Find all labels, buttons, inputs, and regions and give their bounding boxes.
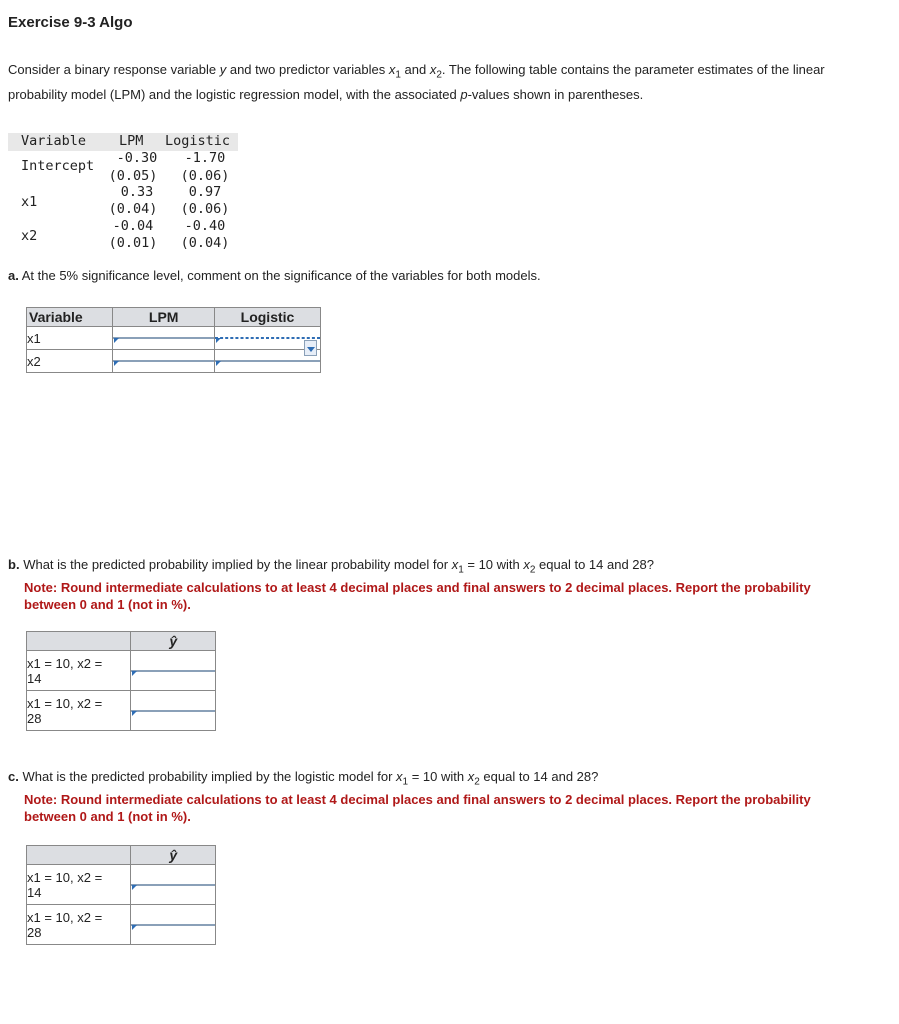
col-logistic: Logistic [215, 308, 321, 327]
chevron-down-icon[interactable] [304, 340, 317, 356]
row-intercept-label: Intercept [21, 158, 95, 174]
lpm-x1-select[interactable] [113, 327, 215, 350]
row-label-x2: x2 [27, 350, 113, 373]
col-yhat: ŷ [131, 632, 216, 651]
note-b: Note: Round intermediate calculations to at least 4 decimal places and final answers to 2 decimal places. Report the probability between 0 and 1 (not in %). [24, 579, 811, 612]
exercise-title: Exercise 9-3 Algo [8, 14, 133, 31]
row-label-c-28: x1 = 10, x2 = 28 [27, 905, 131, 945]
row-x2-label: x2 [21, 228, 38, 244]
question-c: c. What is the predicted probability implied by the logistic model for $x_1 = 10$ with $x_2$ equal to 14 and 28? Note: Round intermediate calculations to at least 4 decimal places and final answers to 2 decimal places. Report the probability between 0 and 1 (not in %). [8, 768, 838, 825]
intro-paragraph: Consider a binary response variable y and two predictor variables $x_1$ and $x_2$. The following table contains the parameter estimates of the linear probability model (LPM) and the logistic regression model, with the associated p-values shown in parentheses. [8, 62, 825, 102]
col-variable: Variable [27, 308, 113, 327]
param-table-header: Variable LPM Logistic [8, 133, 238, 151]
row-label-b-14: x1 = 10, x2 = 14 [27, 651, 131, 691]
answer-table-c [26, 845, 216, 945]
answer-table-b [26, 631, 216, 731]
note-c: Note: Round intermediate calculations to at least 4 decimal places and final answers to 2 decimal places. Report the probability between 0 and 1 (not in %). [24, 791, 811, 824]
col-yhat: ŷ [131, 846, 216, 865]
row-x1-label: x1 [21, 194, 38, 210]
lpm-yhat-28-input[interactable] [131, 691, 216, 731]
logit-yhat-28-input[interactable] [131, 905, 216, 945]
logistic-x1-select[interactable] [215, 327, 321, 350]
logit-yhat-14-input[interactable] [131, 865, 216, 905]
lpm-yhat-14-input[interactable] [131, 651, 216, 691]
row-label-x1: x1 [27, 327, 113, 350]
param-table-body: Intercept -0.30 (0.05) -1.70 (0.06) x1 0.33 (0.04) 0.97 (0.06) x2 -0.04 (0.01) -0.40 (0.04) [21, 150, 230, 251]
question-b: b. What is the predicted probability implied by the linear probability model for $x_1 = 10$ with $x_2$ equal to 14 and 28? Note: Round intermediate calculations to at least 4 decimal places and final answers to 2 decimal places. Report the probability between 0 and 1 (not in %). [8, 556, 838, 613]
answer-table-a [26, 307, 321, 373]
row-label-b-28: x1 = 10, x2 = 28 [27, 691, 131, 731]
question-a: a. At the 5% significance level, comment on the significance of the variables for both models. [8, 268, 541, 283]
col-lpm: LPM [113, 308, 215, 327]
row-label-c-14: x1 = 10, x2 = 14 [27, 865, 131, 905]
lpm-x2-select[interactable] [113, 350, 215, 373]
